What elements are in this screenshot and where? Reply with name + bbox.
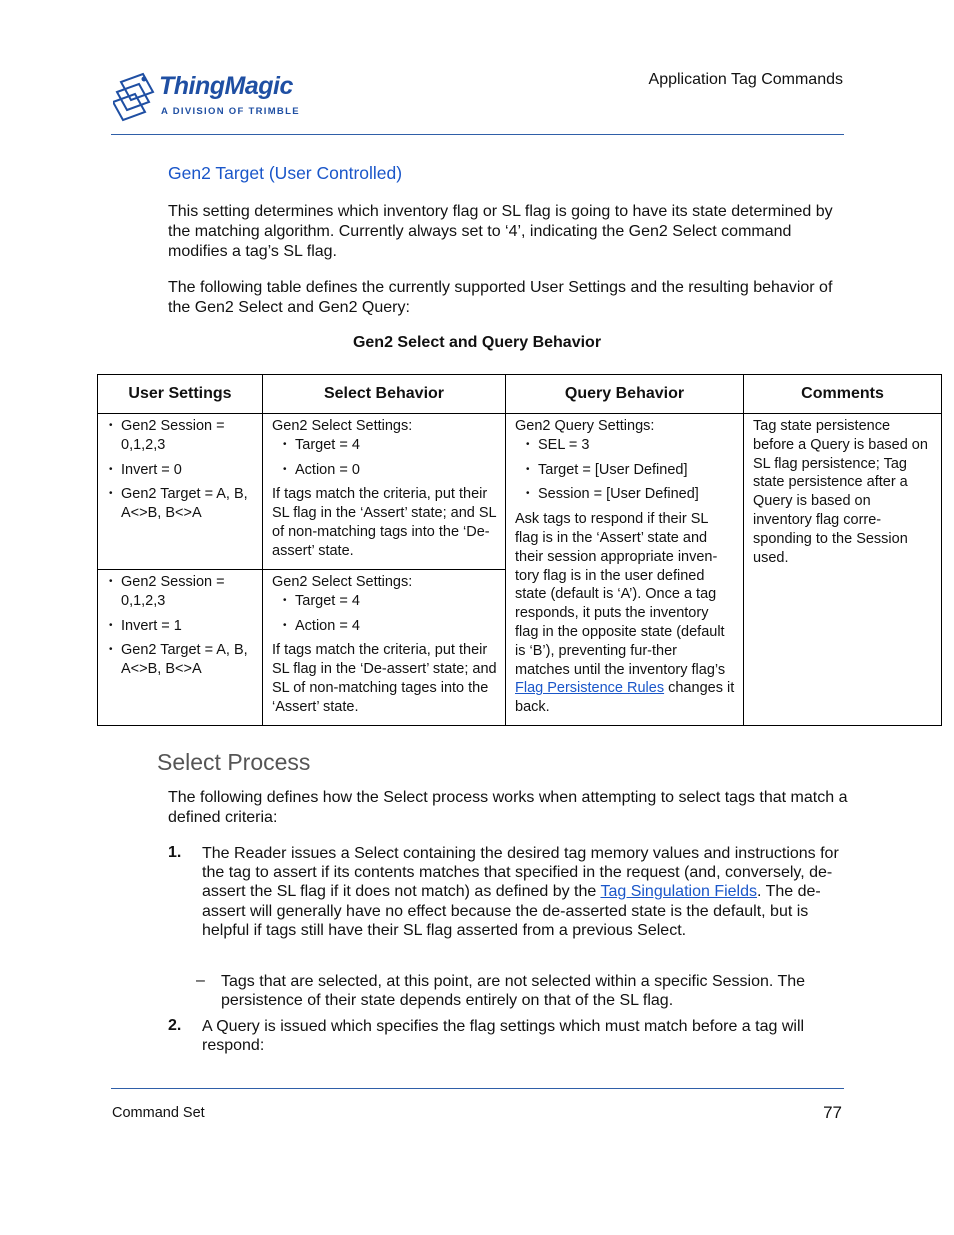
list-item: • Target = [User Defined] — [524, 461, 735, 480]
step-1-body-end: . The de-assert will generally have no effect because the de-asserted state is the default, but is helpful if tags still have their SL flag asserted from a previous Select. — [202, 883, 821, 939]
column-header: User Settings — [98, 375, 263, 414]
thingmagic-logo — [113, 68, 313, 124]
sub-item-text: Tags that are selected, at this point, are not selected within a specific Session. The persistence of their state depends entirely on that of the SL flag. — [221, 973, 806, 1010]
cell-heading: Gen2 Select Settings: — [272, 574, 413, 590]
section-heading-select-process: Select Process — [157, 749, 311, 775]
flag-persistence-rules-link[interactable]: Flag Persistence Rules — [515, 680, 665, 697]
table-title: Gen2 Select and Query Behavior — [352, 334, 602, 351]
column-header: Query Behavior — [506, 375, 744, 414]
column-header: Select Behavior — [263, 375, 506, 414]
paragraph-target-description: This setting determines which inventory flag or SL flag is going to have its state determined by the matching algorithm. Currently always set to ‘4’, indicating the Gen2 Select command modifies a tag’s SL flag. — [168, 203, 833, 260]
table-row — [98, 414, 942, 570]
step-number: 1. — [168, 844, 182, 861]
column-header: Comments — [744, 375, 942, 414]
list-item: • Action = 0 — [281, 461, 497, 480]
list-item: • Session = [User Defined] — [524, 485, 735, 504]
table-header-row — [98, 375, 942, 414]
cell-heading: Gen2 Query Settings: — [515, 418, 655, 434]
footer-rule — [111, 1088, 844, 1089]
list-item: • Target = 4 — [281, 436, 497, 455]
list-item: • Gen2 Target = A, B, A<>B, B<>A — [107, 641, 254, 679]
dash-bullet: – — [196, 972, 205, 989]
logo-tag-icon — [113, 70, 157, 122]
logo-wordmark: ThingMagic — [159, 72, 293, 100]
header-rule — [111, 134, 844, 135]
paragraph-table-intro: The following table defines the currently supported User Settings and the resulting behavior of the Gen2 Select and Gen2 Query: — [168, 279, 833, 316]
page-number: 77 — [823, 1103, 842, 1122]
step-2-text: A Query is issued which specifies the flag settings which must match before a tag will respond: — [202, 1018, 805, 1055]
comments-text: Tag state persistence before a Query is based on SL flag persistence; Tag state persistence after a Query is based on inventory flag corre-sponding to the Session used. — [753, 418, 928, 566]
user-settings-cell — [98, 570, 263, 726]
gen2-behavior-table — [97, 374, 942, 726]
list-item: • Gen2 Session = 0,1,2,3 — [107, 417, 254, 455]
list-item: • Invert = 1 — [107, 617, 254, 636]
cell-heading: Gen2 Select Settings: — [272, 418, 413, 434]
cell-text: If tags match the criteria, put their SL flag in the ‘Assert’ state; and SL of non-matching tags into the ‘De-assert’ state. — [272, 486, 497, 559]
query-behavior-cell — [506, 414, 744, 726]
user-settings-cell — [98, 414, 263, 570]
list-item: • Gen2 Target = A, B, A<>B, B<>A — [107, 485, 254, 523]
step-1-text — [202, 844, 842, 940]
section-heading-gen2-target: Gen2 Target (User Controlled) — [168, 163, 403, 183]
comments-cell — [744, 414, 942, 726]
list-item: • Invert = 0 — [107, 461, 254, 480]
select-behavior-cell — [263, 414, 506, 570]
cell-text — [515, 510, 735, 717]
list-item: • Action = 4 — [281, 617, 497, 636]
step-1-body: The Reader issues a Select containing the desired tag memory values and instructions for the tag to assert if its contents matches that specified in the request (and, conversely, de-assert the SL flag if it does not match) as defined by the — [202, 845, 839, 901]
tag-singulation-fields-link[interactable]: Tag Singulation Fields — [600, 883, 757, 901]
paragraph-select-intro: The following defines how the Select process works when attempting to select tags that match a defined criteria: — [168, 789, 848, 826]
step-number: 2. — [168, 1017, 182, 1034]
footer-chapter: Command Set — [112, 1105, 205, 1121]
list-item: • Gen2 Session = 0,1,2,3 — [107, 573, 254, 611]
running-header: Application Tag Commands — [648, 71, 843, 88]
select-behavior-cell — [263, 570, 506, 726]
cell-text: If tags match the criteria, put their SL flag in the ‘De-assert’ state; and SL of non-matching tages into the ‘Assert’ state. — [272, 642, 497, 715]
list-item: • SEL = 3 — [524, 436, 735, 455]
list-item: • Target = 4 — [281, 592, 497, 611]
query-text-end: changes it back. — [515, 680, 735, 716]
logo-tagline: A DIVISION OF TRIMBLE — [161, 106, 300, 117]
query-text: Ask tags to respond if their SL flag is in the ‘Assert’ state and their session appropriate inven-tory flag is in the user defined state (default is ‘A’). Once a tag responds, it puts the inventory flag in the opposite state (default is ‘B’), preventing fur-ther matches until the inventory flag’s — [515, 511, 726, 678]
